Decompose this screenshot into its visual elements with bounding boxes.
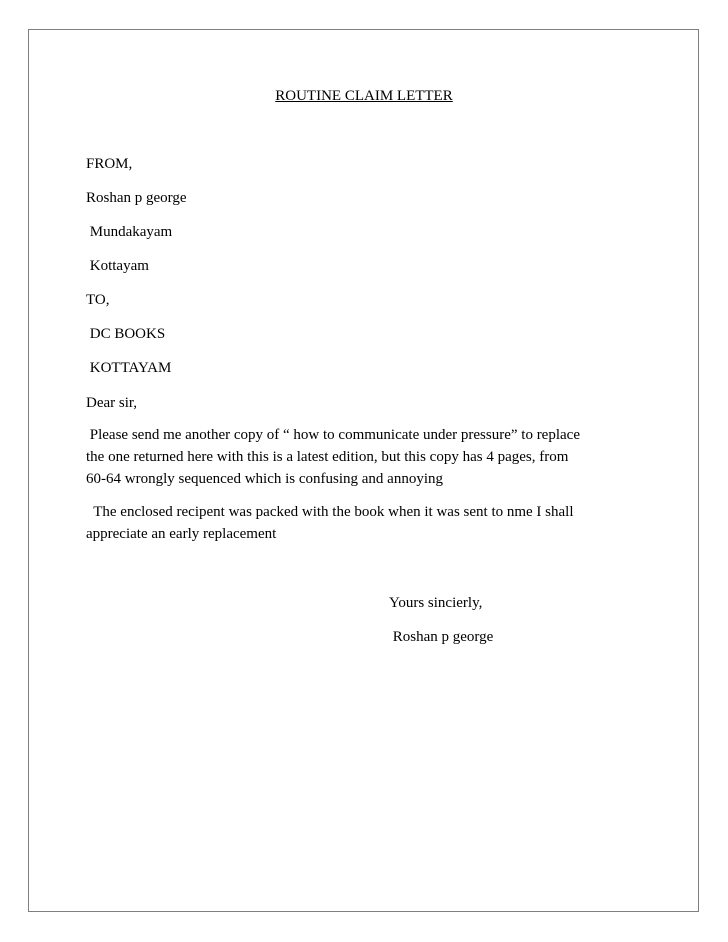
salutation: Dear sir, — [86, 395, 138, 411]
letter-title — [0, 86, 728, 106]
letter-title-text: ROUTINE CLAIM LETTER — [275, 88, 453, 104]
body-paragraph-2 — [86, 501, 646, 545]
signature-name: Roshan p george — [389, 629, 494, 645]
to-label: TO, — [86, 292, 110, 308]
recipient-city: KOTTAYAM — [86, 360, 172, 376]
paragraph-1-line-2: the one returned here with this is a latest edition, but this copy has 4 pages, from — [86, 449, 569, 465]
recipient-name: DC BOOKS — [86, 326, 166, 342]
paragraph-1-line-3: 60-64 wrongly sequenced which is confusing and annoying — [86, 471, 444, 487]
closing: Yours sincierly, — [389, 595, 483, 611]
from-label: FROM, — [86, 156, 133, 172]
paragraph-2-line-1: The enclosed recipent was packed with the book when it was sent to nme I shall — [86, 504, 574, 520]
paragraph-2-line-2: appreciate an early replacement — [86, 526, 277, 542]
sender-name: Roshan p george — [86, 190, 187, 206]
body-paragraph-1 — [86, 424, 646, 490]
sender-address-line2: Kottayam — [86, 258, 149, 274]
paragraph-1-line-1: Please send me another copy of “ how to communicate under pressure” to replace — [86, 427, 580, 443]
sender-address-line1: Mundakayam — [86, 224, 173, 240]
